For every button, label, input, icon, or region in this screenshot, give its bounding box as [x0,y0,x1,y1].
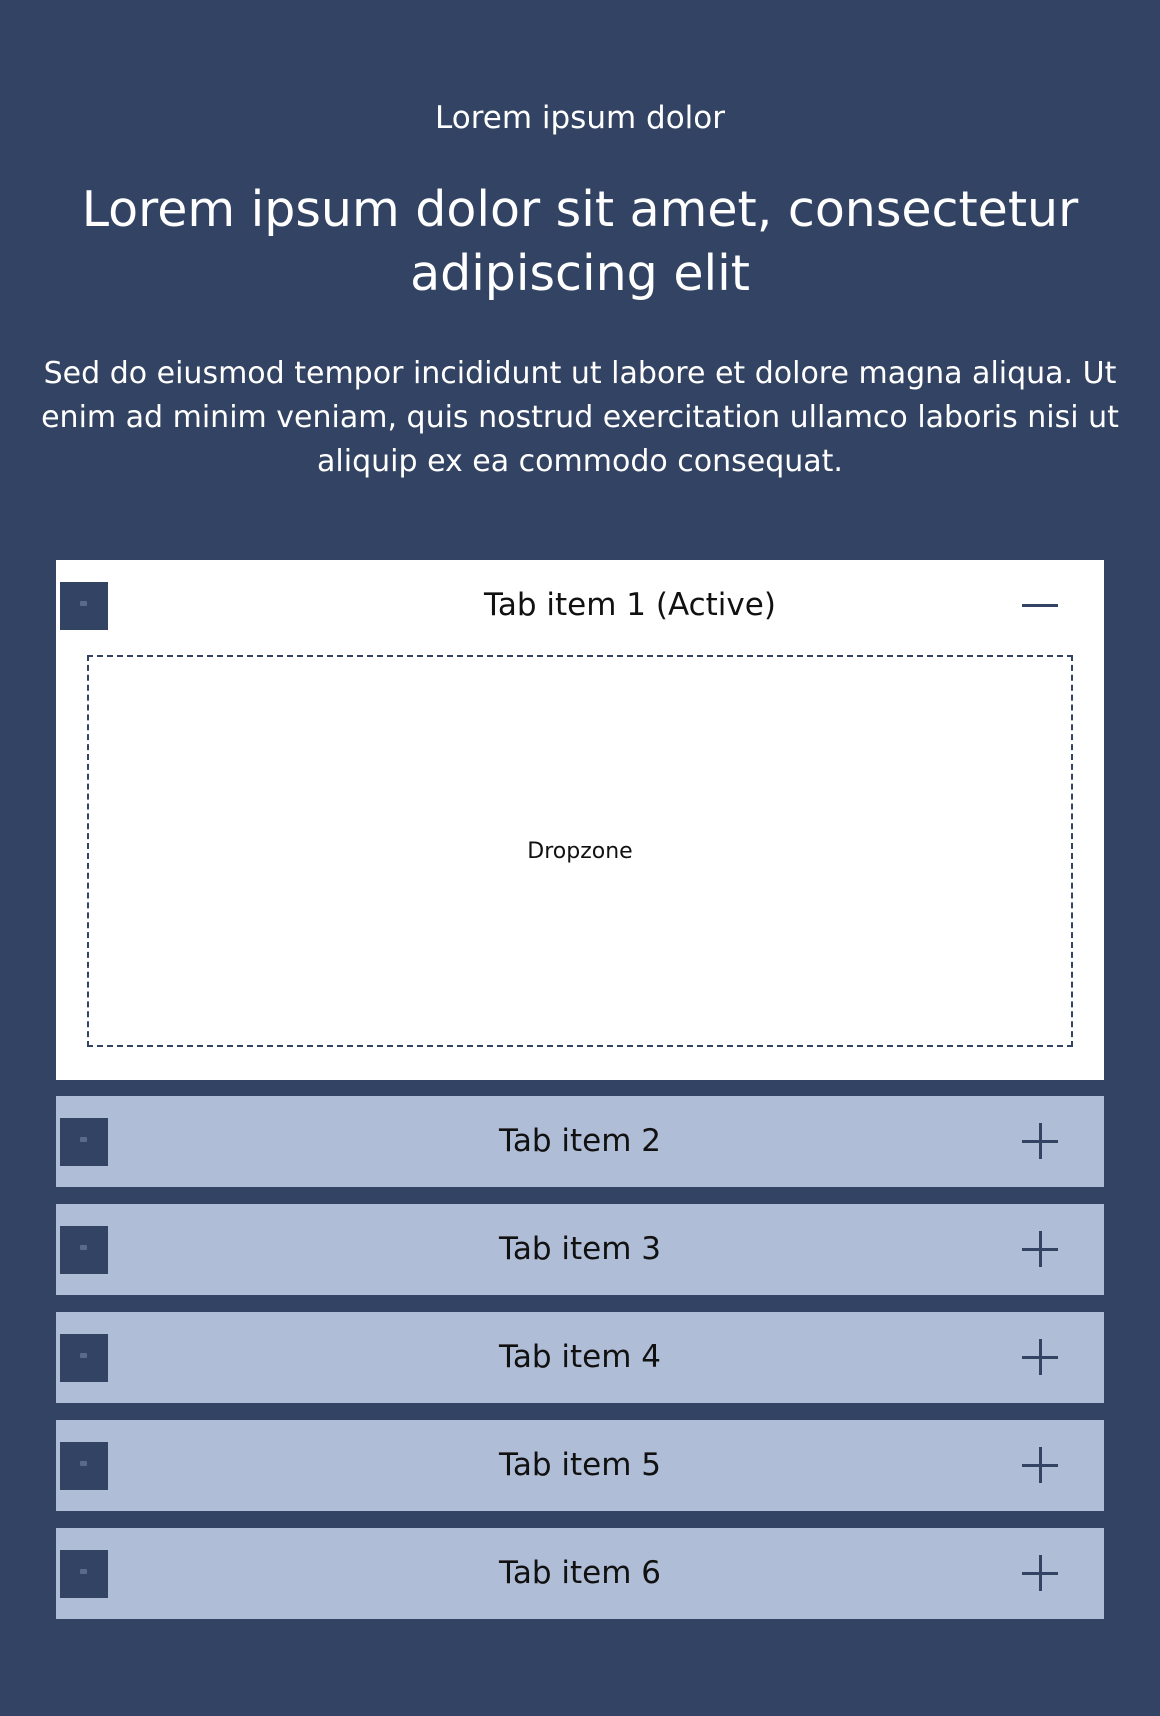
accordion-item-4 [56,1312,1104,1403]
grip-icon [80,1461,87,1466]
accordion-header-6[interactable] [56,1528,1104,1619]
accordion-header-3[interactable] [56,1204,1104,1295]
page-description: Sed do eiusmod tempor incididunt ut labore et dolore magna aliqua. Ut enim ad minim veniam, quis nostrud exercitation ullamco laboris nisi ut aliquip ex ea commodo consequat. [41,356,1119,479]
accordion-item-2 [56,1096,1104,1187]
plus-bar-vertical [1039,1447,1042,1483]
plus-icon[interactable] [1022,1123,1058,1159]
grip-icon [80,1353,87,1358]
accordion-title-6: Tab item 6 [499,1555,661,1591]
accordion-header-1[interactable] [56,560,1104,651]
accordion-header-2[interactable] [56,1096,1104,1187]
plus-icon[interactable] [1022,1231,1058,1267]
page-title: Lorem ipsum dolor sit amet, consectetur adipiscing elit [81,181,1079,302]
grip-icon [80,601,87,606]
drag-handle-icon[interactable] [60,1442,108,1490]
dropzone[interactable] [87,655,1073,1047]
accordion-title-3: Tab item 3 [499,1231,661,1267]
plus-icon[interactable] [1022,1555,1058,1591]
accordion-title-2: Tab item 2 [499,1123,661,1159]
minus-icon[interactable] [1022,587,1058,623]
plus-icon[interactable] [1022,1447,1058,1483]
drag-handle-icon[interactable] [60,582,108,630]
dropzone-label: Dropzone [527,838,633,864]
accordion [56,560,1104,1636]
accordion-title-4: Tab item 4 [499,1339,661,1375]
drag-handle-icon[interactable] [60,1226,108,1274]
accordion-item-6 [56,1528,1104,1619]
page-eyebrow: Lorem ipsum dolor [435,100,725,136]
grip-icon [80,1569,87,1574]
plus-bar-vertical [1039,1231,1042,1267]
accordion-item-1 [56,560,1104,1080]
accordion-header-5[interactable] [56,1420,1104,1511]
plus-bar-vertical [1039,1339,1042,1375]
plus-bar-vertical [1039,1123,1042,1159]
accordion-title-1: Tab item 1 (Active) [484,587,776,623]
accordion-item-3 [56,1204,1104,1295]
plus-bar-vertical [1039,1555,1042,1591]
plus-icon[interactable] [1022,1339,1058,1375]
drag-handle-icon[interactable] [60,1118,108,1166]
grip-icon [80,1137,87,1142]
drag-handle-icon[interactable] [60,1550,108,1598]
drag-handle-icon[interactable] [60,1334,108,1382]
grip-icon [80,1245,87,1250]
accordion-item-5 [56,1420,1104,1511]
accordion-title-5: Tab item 5 [499,1447,661,1483]
accordion-header-4[interactable] [56,1312,1104,1403]
minus-bar [1022,604,1058,607]
